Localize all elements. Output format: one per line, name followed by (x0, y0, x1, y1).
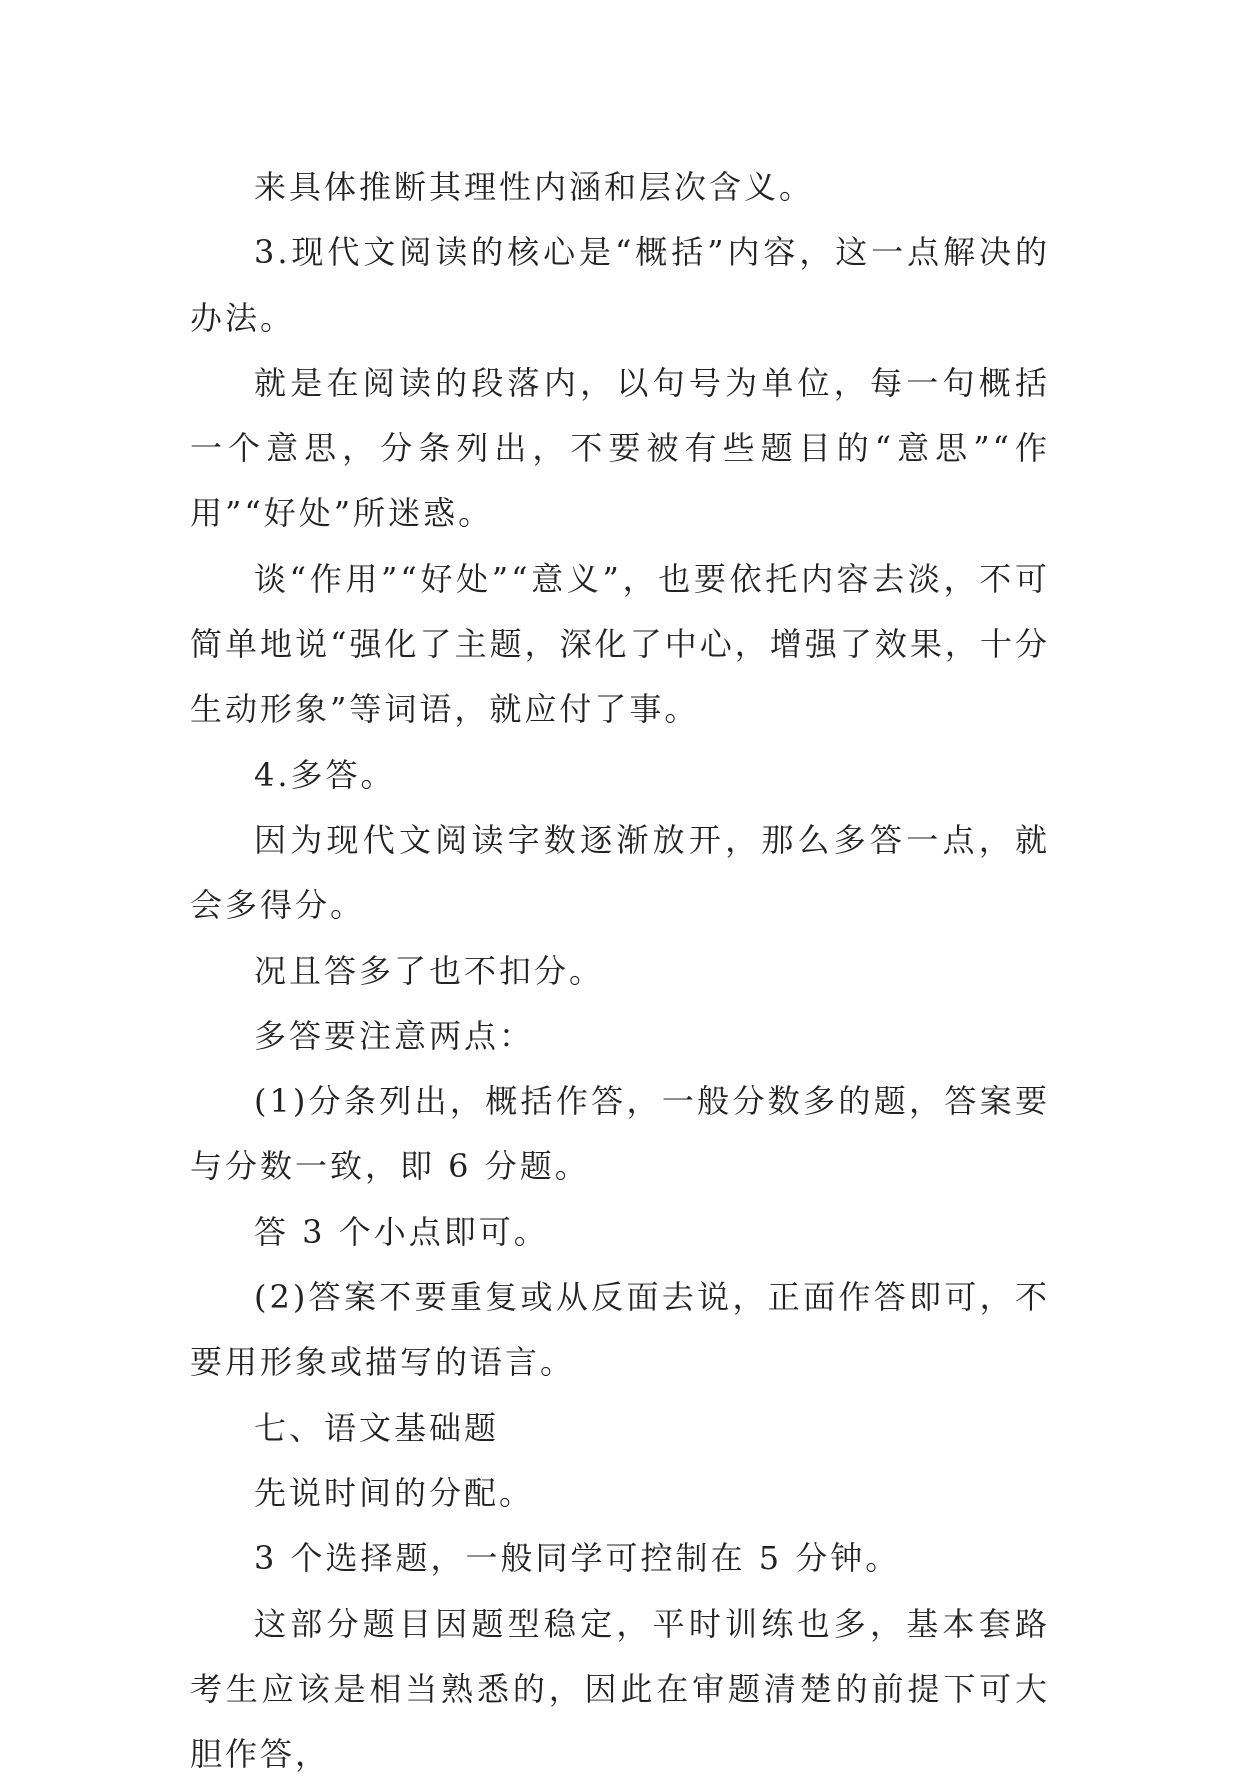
paragraph: 来具体推断其理性内涵和层次含义。 (254, 168, 815, 206)
paragraph: 3 个选择题，一般同学可控制在 5 分钟。 (254, 1539, 901, 1578)
paragraph: 谈“作用”“好处”“意义”，也要依托内容去淡，不可简单地说“强化了主题，深化了中心，增强了效果，十分生动形象”等词语，就应付了事。 (190, 559, 1050, 729)
paragraph: 就是在阅读的段落内，以句号为单位，每一句概括一个意思，分条列出，不要被有些题目的“意思”“作用”“好处”所迷惑。 (190, 363, 1050, 533)
paragraph: 4.多答。 (254, 755, 396, 794)
document-body (190, 155, 1050, 1787)
paragraph: 答 3 个小点即可。 (254, 1212, 549, 1251)
paragraph: (2)答案不要重复或从反面去说，正面作答即可，不要用形象或描写的语言。 (190, 1278, 1050, 1382)
paragraph: 多答要注意两点： (254, 1016, 535, 1055)
paragraph: 先说时间的分配。 (254, 1473, 535, 1512)
paragraph: 3.现代文阅读的核心是“概括”内容，这一点解决的办法。 (190, 233, 1050, 337)
paragraph: (1)分条列出，概括作答，一般分数多的题，答案要与分数一致，即 6 分题。 (190, 1082, 1050, 1186)
paragraph: 因为现代文阅读字数逐渐放开，那么多答一点，就会多得分。 (190, 820, 1050, 925)
paragraph: 这部分题目因题型稳定，平时训练也多，基本套路考生应该是相当熟悉的，因此在审题清楚的前提下可大胆作答， (190, 1604, 1050, 1774)
paragraph: 况且答多了也不扣分。 (254, 951, 605, 990)
section-heading: 七、语文基础题 (254, 1408, 500, 1447)
